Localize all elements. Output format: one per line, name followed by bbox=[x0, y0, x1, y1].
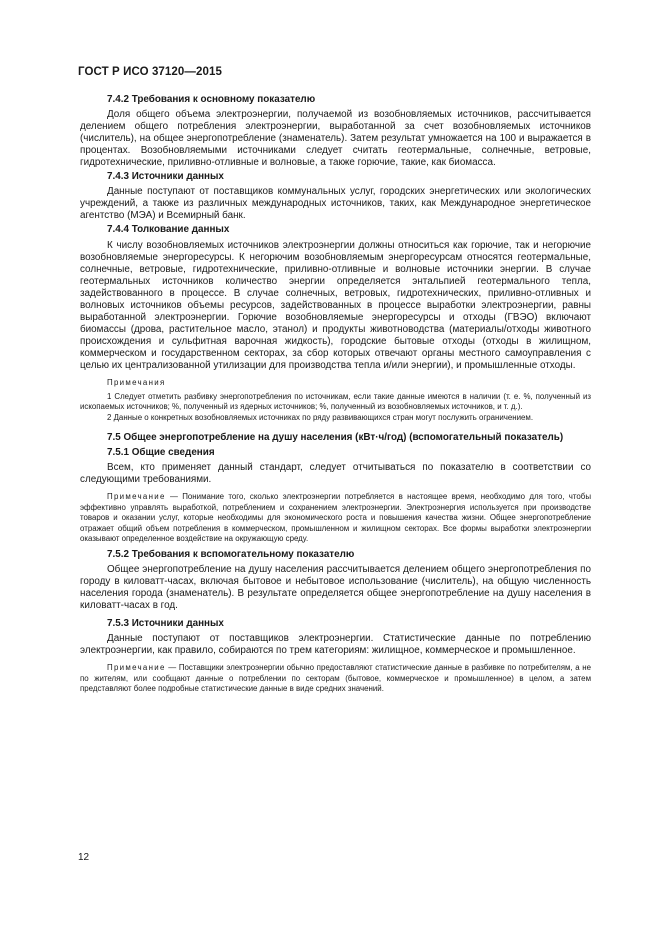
heading-7-4-2: 7.4.2 Требования к основному показателю bbox=[107, 94, 316, 105]
heading-7-5: 7.5 Общее энергопотребление на душу населения (кВт·ч/год) (вспомогательный показатель) bbox=[107, 432, 564, 444]
note-text: — Понимание того, сколько электроэнергии потребляется в настоящее время, необходимо для того, чтобы эффективно управлять выработкой, потреблением и сохранением электроэнергии. Электроэнергия используется при производстве товаров и оказании услуг, которые необходимы для экономического роста и повышения качества жизни. Общее энергопотребление отражает общий объем потребления в коммерческом, промышленном и жилищном секторах. Все формы выработки электроэнергии оказывают определенное воздействие на окружающую среду. bbox=[80, 492, 591, 544]
paragraph-7-5-2: Общее энергопотребление на душу населения рассчитывается делением общего энергопотребления по городу в киловатт-часах, включая бытовое и небытовое использование (числитель), на общую численность населения города (знаменатель). В результате определяется общее энергопотребление на душу населения в киловатт-часах в год. bbox=[80, 563, 591, 611]
paragraph-7-4-3: Данные поступают от поставщиков коммунальных услуг, городских энергетических или экологических учреждений, а также из различных международных источников, таких, как Международное энергетическое агентство (МЭА) и Всемирный банк. bbox=[80, 186, 591, 222]
page-number: 12 bbox=[78, 852, 90, 863]
note-text: — Поставщики электроэнергии обычно предоставляют статистические данные в разбивке по потребителям, а не по жителям, или сообщают данные о потреблении по секторам (бытовое, коммерческое и промышленное) в целом, а затем представляют более подробные статистические данные в виде средних значений. bbox=[80, 663, 591, 694]
document-body bbox=[80, 94, 591, 695]
paragraph-7-5-3: Данные поступают от поставщиков электроэнергии. Статистические данные по потреблению электроэнергии, как правило, собираются по трем категориям: жилищное, коммерческое и промышленное. bbox=[80, 633, 591, 657]
note-2: 2 Данные о конкретных возобновляемых источниках по ряду развивающихся стран могут послужить ограничением. bbox=[107, 412, 534, 422]
note-1: 1 Следует отметить разбивку энергопотребления по источникам, если такие данные имеются в наличии (т. е. %, полученный из ископаемых источников; %, полученный из ядерных источников; %, полученный из возобновляемых источников, и т. д.). bbox=[80, 391, 591, 412]
heading-7-5-1: 7.5.1 Общие сведения bbox=[107, 447, 215, 459]
document-code-header: ГОСТ Р ИСО 37120—2015 bbox=[78, 66, 223, 78]
note-7-5-3 bbox=[80, 663, 591, 695]
heading-7-4-4: 7.4.4 Толкование данных bbox=[107, 224, 230, 236]
note-label: Примечание bbox=[107, 492, 166, 502]
heading-7-5-3: 7.5.3 Источники данных bbox=[107, 617, 224, 629]
heading-7-4-3: 7.4.3 Источники данных bbox=[107, 171, 224, 183]
paragraph-7-4-4: К числу возобновляемых источников электроэнергии должны относиться как горючие, так и негорючие возобновляемые энергоресурсы. К негорючим возобновляемым энергоресурсам относятся геотермальные, солнечные, ветровые, гидротехнические, приливно-отливные и волновые источники энергии. В случае геотермальных источников количество энергии определяется энтальпией геотермального тепла, задействованного в процессе. В случае солнечных, ветровых, гидротехнических, приливно-отливных и волновых источников объемы ресурсов, задействованных в процессе выработки электроэнергии, равны выработанной электроэнергии. Горючие возобновляемые энергоресурсы и отходы (ГВЭО) включают биомассы (дрова, растительное масло, этанол) и продукты животноводства (материалы/отходы животного происхождения и сульфитная варочная жидкость), городские бытовые отходы (отходы в жилищном, коммерческом и государственном секторах, за сбор которых отвечают органы местного самоуправления с целью их централизованной утилизации для производства тепла и/или энергии), и промышленные отходы. bbox=[80, 239, 591, 371]
note-label: Примечание bbox=[107, 663, 166, 673]
paragraph-7-5-1: Всем, кто применяет данный стандарт, следует отчитываться по показателю в соответствии со следующими требованиями. bbox=[80, 462, 591, 486]
note-7-5-1 bbox=[80, 492, 591, 545]
notes-title: Примечания bbox=[107, 378, 166, 388]
heading-7-5-2: 7.5.2 Требования к вспомогательному показателю bbox=[107, 548, 355, 560]
paragraph-7-4-2: Доля общего объема электроэнергии, получаемой из возобновляемых источников, рассчитывается делением общего потребления электроэнергии, выработанной за счет возобновляемых источников (числитель), на общее энергопотребление (знаменатель). Затем результат умножается на 100 и выражается в процентах. Возобновляемыми источниками следует считать геотермальные, солнечные, ветровые, гидротехнические, приливно-отливные и волновые, а также горючие, такие, как биомасса. bbox=[80, 109, 591, 169]
